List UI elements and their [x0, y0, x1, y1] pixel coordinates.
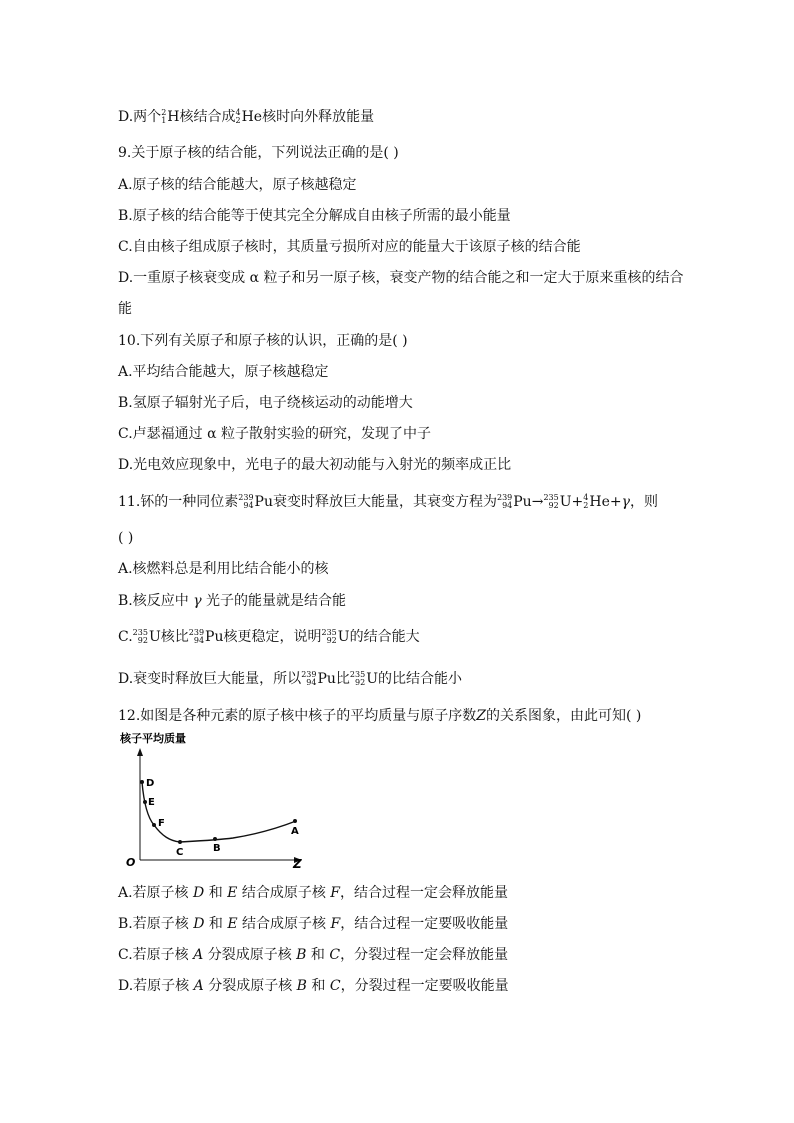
isotope-he4: 4 2 He: [235, 108, 263, 125]
q11-option-d: D.衰变时释放巨大能量，所以 239 94 Pu比 235 92 U的比结合能小: [118, 670, 462, 687]
q10-option-c: C.卢瑟福通过 α 粒子散射实验的研究，发现了中子: [118, 426, 432, 442]
question-10: 10.下列有关原子和原子核的认识，正确的是( ): [118, 333, 408, 349]
point-d: [140, 780, 144, 784]
point-a: [293, 819, 297, 823]
q9-option-b: B.原子核的结合能等于使其完全分解成自由核子所需的最小能量: [118, 208, 511, 224]
q9-option-c: C.自由核子组成原子核时，其质量亏损所对应的能量大于该原子核的结合能: [118, 239, 581, 255]
figure-ylabel: 核子平均质量: [120, 732, 186, 745]
isotope-u235-c2: 235 92 U: [321, 628, 350, 645]
point-label-c: C: [176, 847, 184, 858]
isotope-pu239: 239 94 Pu: [238, 493, 273, 510]
isotope-pu239-eq: 239 94 Pu: [496, 493, 532, 510]
q9-option-d: D.一重原子核衰变成 α 粒子和另一原子核，衰变产物的结合能之和一定大于原来重核的结合: [118, 270, 684, 286]
isotope-he4-eq: 4 2 He: [583, 493, 610, 510]
q9-option-a: A.原子核的结合能越大，原子核越稳定: [118, 177, 357, 193]
point-c: [178, 840, 182, 844]
q10-option-d: D.光电效应现象中，光电子的最大初动能与入射光的频率成正比: [118, 457, 512, 473]
q12-option-c: C.若原子核 A 分裂成原子核 B 和 C，分裂过程一定会释放能量: [118, 947, 509, 963]
q11-option-a: A.核燃料总是利用比结合能小的核: [118, 561, 329, 577]
x-axis-label: Z: [293, 857, 302, 870]
point-f: [152, 823, 156, 827]
point-label-f: F: [158, 818, 165, 829]
q9-option-d-cont: 能: [118, 301, 132, 317]
isotope-u235-d: 235 92 U: [349, 670, 378, 687]
origin-label: O: [126, 856, 136, 869]
question-12: 12.如图是各种元素的原子核中核子的平均质量与原子序数Z的关系图象，由此可知( ): [118, 708, 642, 724]
point-label-d: D: [146, 778, 155, 789]
binding-curve-figure: [118, 730, 318, 870]
q12-option-d: D.若原子核 A 分裂成原子核 B 和 C，分裂过程一定要吸收能量: [118, 978, 509, 994]
y-axis-arrow: [137, 748, 143, 756]
question-9: 9.关于原子核的结合能，下列说法正确的是( ): [118, 145, 399, 161]
isotope-h2: 2 1 H: [161, 108, 180, 125]
line-option-d-prev: D.两个 2 1 H核结合成 4 2 He核时向外释放能量: [118, 108, 375, 125]
point-e: [143, 800, 147, 804]
q10-option-b: B.氢原子辐射光子后，电子绕核运动的动能增大: [118, 395, 413, 411]
curve: [142, 782, 296, 842]
isotope-pu239-c: 239 94 Pu: [188, 628, 224, 645]
point-b: [213, 837, 217, 841]
q11-blank: ( ): [118, 530, 134, 546]
question-11: 11.钚的一种同位素 239 94 Pu衰变时释放巨大能量，其衰变方程为 239 94 Pu→ 235 92 U+ 4 2 He+γ，则: [118, 493, 658, 510]
q11-option-c: C. 235 92 U核比 239 94 Pu核更稳定，说明 235 92 U的结合能大: [118, 628, 420, 645]
point-label-b: B: [213, 843, 221, 854]
point-label-e: E: [148, 797, 155, 808]
q12-option-a: A.若原子核 D 和 E 结合成原子核 F，结合过程一定会释放能量: [118, 885, 509, 901]
isotope-pu239-d: 239 94 Pu: [301, 670, 336, 687]
q12-option-b: B.若原子核 D 和 E 结合成原子核 F，结合过程一定要吸收能量: [118, 916, 509, 932]
q11-option-b: B.核反应中 γ 光子的能量就是结合能: [118, 593, 347, 609]
q10-option-a: A.平均结合能越大，原子核越稳定: [118, 364, 329, 380]
point-label-a: A: [291, 826, 299, 837]
isotope-u235-eq: 235 92 U: [543, 493, 572, 510]
isotope-u235: 235 92 U: [132, 628, 161, 645]
